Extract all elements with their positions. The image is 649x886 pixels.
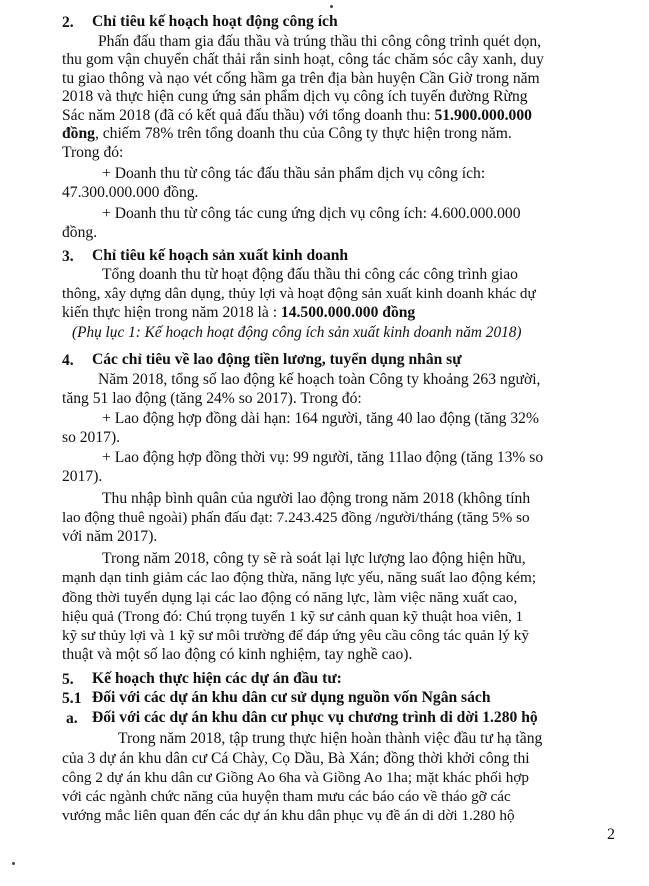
section-4-line-14: kỹ sư thủy lợi và 1 kỹ sư môi trường để đáp ứng yêu cầu công tác quản lý kỹ bbox=[62, 626, 529, 644]
section-4-line-15: thuật và một số lao động có kinh nghiệm, tay nghề cao). bbox=[62, 645, 413, 663]
section-3-line-3-text: kiến thực hiện trong năm 2018 là : bbox=[62, 304, 281, 322]
section-5-line-3: công 2 dự án khu dân cư Giồng Ao 6ha và Giồng Ao 1ha; mặt khác phối hợp bbox=[62, 768, 529, 786]
section-4-line-8: lao động thuê ngoài) phấn đấu đạt: 7.243.425 đồng /người/tháng (tăng 5% so bbox=[62, 508, 530, 526]
section-4-line-5: + Lao động hợp đồng thời vụ: 99 người, tăng 11lao động (tăng 13% so bbox=[102, 449, 544, 467]
section-2-line-5-text: Sác năm 2018 (đã có kết quả đấu thầu) với tổng doanh thu: bbox=[62, 107, 435, 125]
section-5-1-number: 5.1 bbox=[62, 690, 82, 708]
section-4-line-10: Trong năm 2018, công ty sẽ rà soát lại lực lượng lao động hiện hữu, bbox=[102, 549, 526, 567]
section-4-line-2: tăng 51 lao động (tăng 24% so 2017). Trong đó: bbox=[62, 390, 362, 408]
section-4-line-4: so 2017). bbox=[62, 429, 121, 447]
section-4-line-11: mạnh dạn tinh giảm các lao động thừa, năng lực yếu, năng suất lao động kém; bbox=[62, 568, 537, 586]
section-4-line-1: Năm 2018, tổng số lao động kế hoạch toàn Công ty khoảng 263 người, bbox=[98, 371, 541, 389]
section-4-line-9: với năm 2017). bbox=[62, 527, 158, 545]
section-4-number: 4. bbox=[62, 351, 74, 369]
section-2-line-1: Phấn đấu tham gia đấu thầu và trúng thầu thi công công trình quét dọn, bbox=[98, 32, 542, 50]
section-2-revenue-amount: 51.900.000.000 bbox=[434, 107, 532, 125]
section-3-line-3 bbox=[62, 305, 415, 321]
section-2-number: 2. bbox=[62, 14, 74, 31]
section-2-bullet-2a: + Doanh thu từ công tác cung ứng dịch vụ công ích: 4.600.000.000 bbox=[102, 204, 521, 222]
section-2-line-7: Trong đó: bbox=[62, 144, 124, 162]
section-5-heading: Kế hoạch thực hiện các dự án đầu tư: bbox=[92, 670, 342, 688]
section-5-line-1: Trong năm 2018, tập trung thực hiện hoàn thành việc đầu tư hạ tầng bbox=[118, 729, 543, 747]
section-3-line-2: thông, xây dựng dân dụng, thủy lợi và hoạt động sản xuất kinh doanh khác dự bbox=[62, 285, 536, 303]
section-4-line-6: 2017). bbox=[62, 468, 103, 486]
section-4-line-12: đồng thời tuyển dụng lại các lao động có năng lực, làm việc năng xuất cao, bbox=[62, 588, 518, 606]
section-2-heading: Chỉ tiêu kế hoạch hoạt động công ích bbox=[92, 13, 338, 30]
section-2-line-3: tu giao thông và nạo vét cống hầm ga trên địa bàn huyện Cần Giờ trong năm bbox=[62, 70, 540, 87]
page-number: 2 bbox=[607, 826, 615, 843]
section-5-1-heading: Đối với các dự án khu dân cư sử dụng nguồn vốn Ngân sách bbox=[92, 689, 491, 707]
item-a-label: a. bbox=[66, 709, 78, 727]
section-4-line-13: hiệu quả (Trong đó: Chú trọng tuyển 1 kỹ sư cảnh quan kỹ thuật hoa viên, 1 bbox=[62, 607, 524, 625]
section-2-line-2: thu gom vận chuyển chất thải rắn sinh hoạt, công tác chăm sóc cây xanh, duy bbox=[62, 51, 544, 68]
section-2-bullet-2b: đồng. bbox=[62, 223, 98, 241]
section-2-revenue-unit: đồng bbox=[62, 125, 95, 143]
section-2-line-5 bbox=[62, 108, 532, 124]
section-5-line-2: của 3 dự án khu dân cư Cá Chày, Cọ Dầu, Bà Xán; đồng thời khởi công thi bbox=[62, 749, 530, 767]
section-3-heading: Chỉ tiêu kế hoạch sản xuất kinh doanh bbox=[92, 247, 349, 265]
scan-speck bbox=[330, 5, 333, 8]
section-4-line-3: + Lao động hợp đồng dài hạn: 164 người, tăng 40 lao động (tăng 32% bbox=[102, 410, 539, 428]
section-3-number: 3. bbox=[62, 248, 74, 266]
section-3-line-1: Tổng doanh thu từ hoạt động đấu thầu thi công các công trình giao bbox=[102, 266, 518, 284]
section-2-line-6 bbox=[62, 126, 512, 142]
section-2-line-4: 2018 và thực hiện cung ứng sản phẩm dịch vụ công ích tuyến đường Rừng bbox=[62, 88, 528, 106]
section-2-bullet-1a: + Doanh thu từ công tác đấu thầu sản phẩm dịch vụ công ích: bbox=[102, 165, 486, 183]
section-4-heading: Các chỉ tiêu về lao động tiền lương, tuyển dụng nhân sự bbox=[92, 350, 462, 368]
item-a-heading: Đối với các dự án khu dân cư phục vụ chương trình di dời 1.280 hộ bbox=[92, 708, 538, 726]
section-2-line-6-text: , chiếm 78% trên tổng doanh thu của Công ty thực hiện trong năm. bbox=[94, 125, 512, 143]
section-5-line-5: vướng mắc liên quan đến các dự án khu dân phục vụ đề án di dời 1.280 hộ bbox=[62, 806, 515, 824]
section-4-line-7: Thu nhập bình quân của người lao động trong năm 2018 (không tính bbox=[102, 489, 531, 507]
scan-speck bbox=[12, 862, 15, 865]
section-3-revenue-amount: 14.500.000.000 đồng bbox=[280, 304, 416, 322]
section-5-number: 5. bbox=[62, 671, 74, 689]
section-3-appendix-note: (Phụ lục 1: Kế hoạch hoạt động công ích sản xuất kinh doanh năm 2018) bbox=[72, 324, 522, 342]
section-5-line-4: với các ngành chức năng của huyện tham mưu các báo cáo về tháo gỡ các bbox=[62, 787, 511, 805]
section-2-bullet-1b: 47.300.000.000 đồng. bbox=[62, 184, 199, 202]
